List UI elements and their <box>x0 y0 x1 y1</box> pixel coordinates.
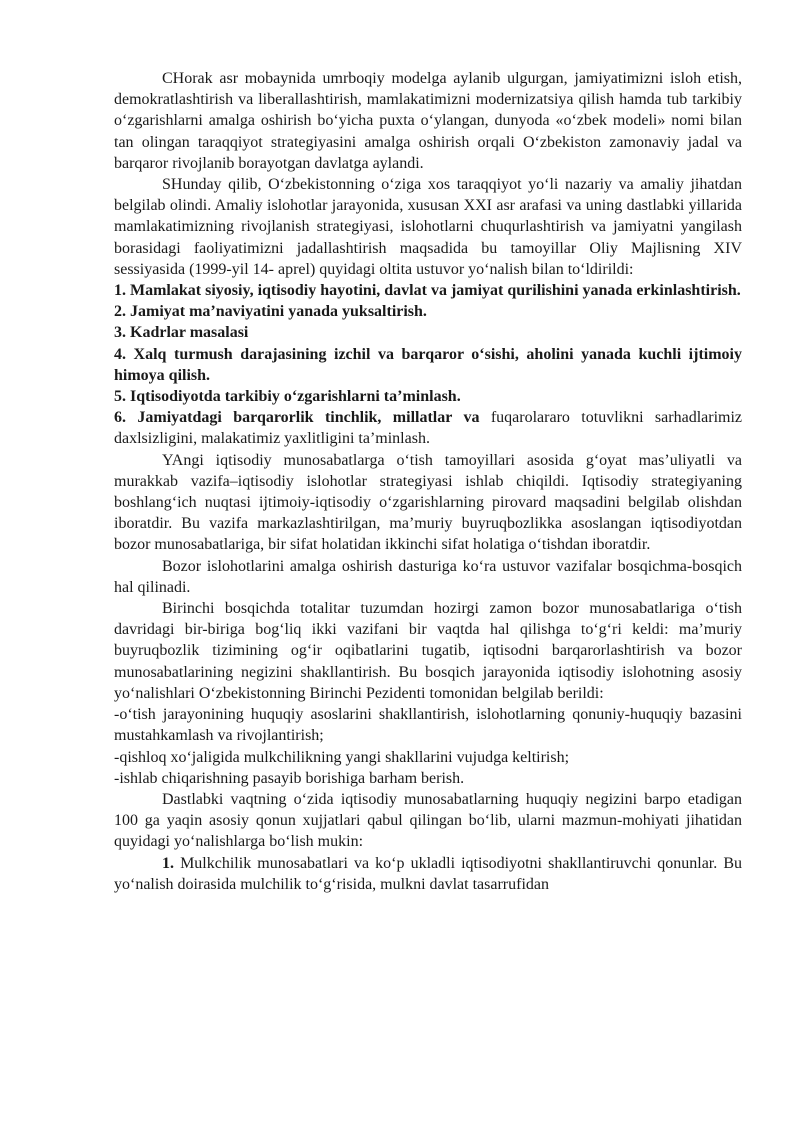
dash-item-3: -ishlab chiqarishning pasayib borishiga barham berish. <box>114 769 465 787</box>
priority-item-4: 4. Xalq turmush darajasining izchil va barqaror o‘sishi, aholini yanada kuchli ijtimoiy himoya qilish. <box>114 345 742 384</box>
paragraph-ownership-number: 1. <box>162 854 174 872</box>
paragraph-strategy: YAngi iqtisodiy munosabatlarga o‘tish tamoyillari asosida g‘oyat mas’uliyatli va murakkab vazifa–iqtisodiy islohotlar strategiyasi ishlab chiqildi. Iqtisodiy strategiyaning boshlang‘ich nuqtasi ijtimoiy-iqtisodiy o‘zgarishlarning pirovard maqsadini belgilab olishdan iboratdir. Bu vazifa markazlashtirilgan, ma’muriy buyruqbozlikka asoslangan iqtisodiyotdan bozor munosabatlariga, bir sifat holatidan ikkinchi sifat holatiga o‘tishdan iboratdir. <box>114 451 742 554</box>
priority-item-3: 3. Kadrlar masalasi <box>114 324 249 342</box>
paragraph-first-stage: Birinchi bosqichda totalitar tuzumdan hozirgi zamon bozor munosabatlariga o‘tish davridagi bir-biriga bog‘liq ikki vazifani bir vaqtda hal qilishga to‘g‘ri keldi: ma’muriy buyruqbozlik tizimining og‘ir oqibatlarini tugatib, iqtisodni barqarorlashtirish va bozor munosabatlarining negizini shakllantirish. Bu bosqich jarayonida iqtisodiy islohotning asosiy yo‘nalishlari O‘zbekistonning Birinchi Pezidenti tomonidan belgilab berildi: <box>114 600 742 702</box>
priority-item-6-bold: 6. Jamiyatdagi barqarorlik tinchlik, millatlar va <box>114 409 480 427</box>
paragraph-laws: Dastlabki vaqtning o‘zida iqtisodiy munosabatlarning huquqiy negizini barpo etadigan 100 ga yaqin asosiy qonun xujjatlari qabul qilingan bo‘lib, ularni mazmun-mohiyati jihatidan quyidagi yo‘nalishlarga bo‘lish mukin: <box>114 790 742 851</box>
paragraph-reforms: Bozor islohotlarini amalga oshirish dasturiga ko‘ra ustuvor vazifalar bosqichma-bosqich hal qilinadi. <box>114 557 742 596</box>
document-page <box>114 68 742 895</box>
priority-item-6-rest: fuqarolararo totuvlikni sarhadlarimiz daxlsizligini, malakatimiz yaxlitligini ta’minlash. <box>114 409 743 448</box>
dash-item-2: -qishloq xo‘jaligida mulkchilikning yangi shakllarini vujudga keltirish; <box>114 748 570 766</box>
priority-item-6 <box>114 407 742 449</box>
paragraph-ownership-text: Mulkchilik munosabatlari va ko‘p ukladli iqtisodiyotni shakllantiruvchi qonunlar. Bu yo‘nalish doirasida mulchilik to‘g‘risida, mulkni davlat tasarrufidan <box>114 854 742 893</box>
priority-item-5: 5. Iqtisodiyotda tarkibiy o‘zgarishlarni ta’minlash. <box>114 388 461 406</box>
dash-item-1: -o‘tish jarayonining huquqiy asoslarini shakllantirish, islohotlarning qonuniy-huquqiy bazasini mustahkamlash va rivojlantirish; <box>114 706 742 745</box>
priority-item-1: 1. Mamlakat siyosiy, iqtisodiy hayotini, davlat va jamiyat qurilishini yanada erkinlashtirish. <box>114 282 741 300</box>
priority-item-2: 2. Jamiyat ma’naviyatini yanada yuksaltirish. <box>114 303 427 321</box>
paragraph-intro: CHorak asr mobaynida umrboqiy modelga aylanib ulgurgan, jamiyatimizni isloh etish, demokratlashtirish va liberallashtirish, mamlakatimizni modernizatsiya qilish hamda tub tarkibiy o‘zgarishlarni amalga oshirish bo‘yicha puxta o‘ylangan, dunyoda «o‘zbek modeli» nomi bilan tan olingan taraqqiyot strategiyasini amalga oshirish orqali O‘zbekiston zamonaviy jadal va barqaror rivojlanib borayotgan davlatga aylandi. <box>114 70 742 172</box>
paragraph-path: SHunday qilib, O‘zbekistonning o‘ziga xos taraqqiyot yo‘li nazariy va amaliy jihatdan belgilab olindi. Amaliy islohotlar jarayonida, xususan XXI asr arafasi va uning dastlabki yillarida mamlakatimizning rivojlanish strategiyasi, islohotlarni chuqurlashtirish va jamiyatni yangilash borasidagi faoliyatimizni jadallashtirish maqsadida bu tamoyillar Oliy Majlisning XIV sessiyasida (1999-yil 14- aprel) quyidagi oltita ustuvor yo‘nalish bilan to‘ldirildi: <box>114 176 742 278</box>
paragraph-ownership <box>114 853 742 895</box>
